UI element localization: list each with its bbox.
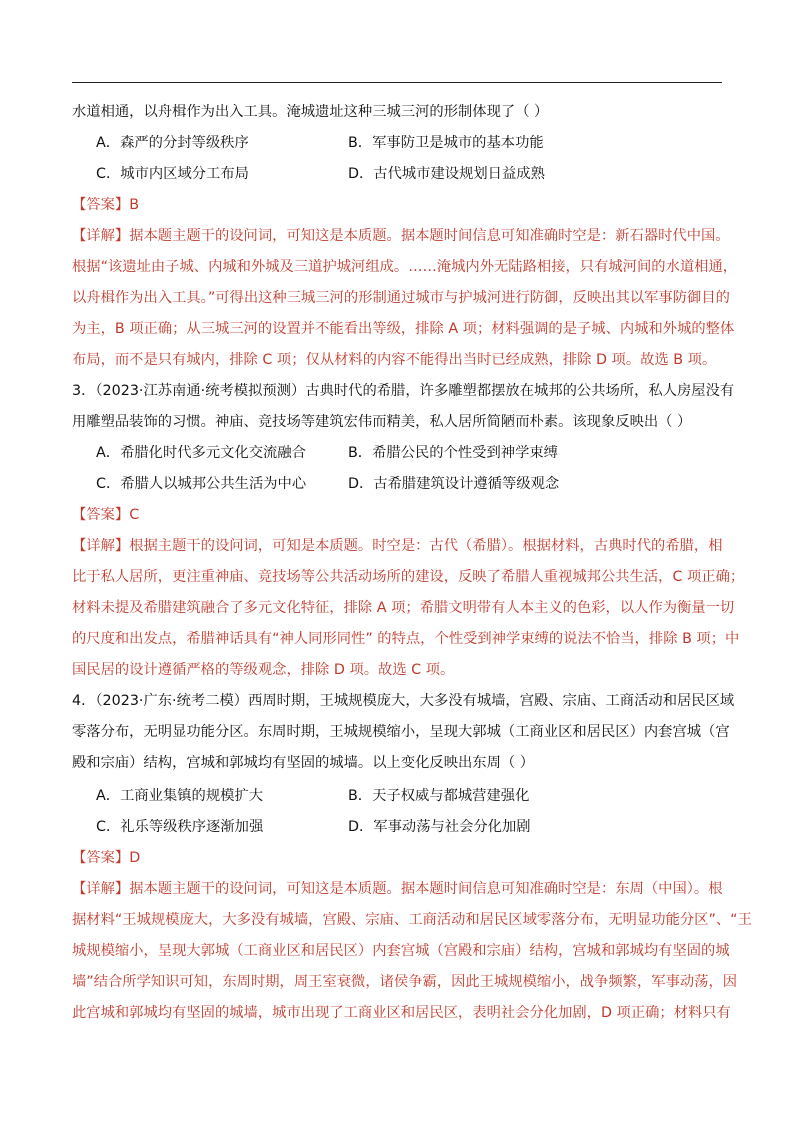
answer-value: C — [129, 507, 140, 523]
q3-option-d: D．古希腊建筑设计遵循等级观念 — [348, 476, 560, 492]
answer-value: D — [129, 850, 141, 866]
q4-detail-line-2: 据材料“王城规模庞大，大多没有城墙，宫殿、宗庙、工商活动和居民区域零落分布，无明显功能分区”、“王 — [72, 912, 752, 928]
q2-detail-line-5: 布局，而不是只有城内，排除 C 项；仅从材料的内容不能得出当时已经成熟，排除 D 项。故选 B 项。 — [72, 352, 717, 368]
q4-detail-line-1 — [72, 879, 723, 899]
q2-option-c: C．城市内区域分工布局 — [96, 166, 249, 182]
q2-detail-line-2: 根据“该遗址由子城、内城和外城及三道护城河组成。……淹城内外无陆路相接，只有城河间的水道相通， — [72, 259, 738, 275]
q3-detail-line-1 — [72, 536, 723, 556]
detail-text: 据本题主题干的设问词，可知这是本质题。据本题时间信息可知准确时空是：新石器时代中国。 — [129, 228, 730, 244]
q2-answer — [72, 195, 139, 215]
q2-option-a: A．森严的分封等级秩序 — [96, 135, 249, 151]
q4-option-b: B．天子权威与都城营建强化 — [348, 788, 530, 804]
q4-stem-line-3: 殿和宗庙）结构，宫城和郭城均有坚固的城墙。以上变化反映出东周（ ） — [72, 755, 535, 771]
answer-value: B — [129, 197, 139, 213]
q3-option-c: C．希腊人以城邦公共生活为中心 — [96, 476, 307, 492]
q3-detail-line-5: 国民居的设计遵循严格的等级观念，排除 D 项。故选 C 项。 — [72, 662, 455, 678]
header-rule — [72, 82, 722, 83]
detail-label: 【详解】 — [72, 538, 130, 554]
q2-option-d: D．古代城市建设规划日益成熟 — [348, 166, 545, 182]
answer-label: 【答案】 — [72, 850, 130, 866]
q4-option-a: A．工商业集镇的规模扩大 — [96, 788, 264, 804]
q3-option-a: A．希腊化时代多元文化交流融合 — [96, 445, 306, 461]
detail-text: 据本题主题干的设问词，可知这是本质题。据本题时间信息可知准确时空是：东周（中国）。根 — [129, 881, 723, 897]
q3-option-b: B．希腊公民的个性受到神学束缚 — [348, 445, 558, 461]
q4-stem-line-1: 4．（2023·广东·统考二模）西周时期，王城规模庞大，大多没有城墙，宫殿、宗庙、工商活动和居民区域 — [72, 693, 735, 709]
q2-detail-line-1 — [72, 226, 730, 246]
q3-answer — [72, 505, 139, 525]
q4-detail-line-4: 墙”结合所学知识可知，东周时期，周王室衰微，诸侯争霸，因此王城规模缩小，战争频繁，军事动荡，因 — [72, 974, 738, 990]
detail-label: 【详解】 — [72, 881, 130, 897]
q3-stem-line-1: 3．（2023·江苏南通·统考模拟预测）古典时代的希腊，许多雕塑都摆放在城邦的公共场所，私人房屋没有 — [72, 383, 735, 399]
q4-answer — [72, 848, 140, 868]
detail-label: 【详解】 — [72, 228, 130, 244]
q3-detail-line-3: 材料未提及希腊建筑融合了多元文化特征，排除 A 项；希腊文明带有人本主义的色彩，以人作为衡量一切 — [72, 600, 735, 616]
q4-detail-line-5: 此宫城和郭城均有坚固的城墙，城市出现了工商业区和居民区，表明社会分化加剧，D 项正确；材料只有 — [72, 1005, 731, 1021]
q4-stem-line-2: 零落分布，无明显功能分区。东周时期，王城规模缩小，呈现大郭城（工商业区和居民区）内套宫城（宫 — [72, 724, 730, 740]
q4-option-c: C．礼乐等级秩序逐渐加强 — [96, 819, 264, 835]
q3-detail-line-2: 比于私人居所，更注重神庙、竞技场等公共活动场所的建设，反映了希腊人重视城邦公共生活，C 项正确； — [72, 569, 745, 585]
q4-detail-line-3: 城规模缩小，呈现大郭城（工商业区和居民区）内套宫城（宫殿和宗庙）结构，宫城和郭城均有坚固的城 — [72, 943, 730, 959]
q2-detail-line-3: 以舟楫作为出入工具。”可得出这种三城三河的形制通过城市与护城河进行防御，反映出其以军事防御目的 — [72, 290, 730, 306]
q2-stem-tail: 水道相通，以舟楫作为出入工具。淹城遗址这种三城三河的形制体现了（ ） — [72, 104, 549, 120]
answer-label: 【答案】 — [72, 197, 130, 213]
q3-stem-line-2: 用雕塑品装饰的习惯。神庙、竞技场等建筑宏伟而精美，私人居所简陋而朴素。该现象反映出（ ） — [72, 414, 692, 430]
detail-text: 根据主题干的设问词，可知是本质题。时空是：古代（希腊）。根据材料，古典时代的希腊，相 — [129, 538, 723, 554]
q2-detail-line-4: 为主，B 项正确；从三城三河的设置并不能看出等级，排除 A 项；材料强调的是子城、内城和外城的整体 — [72, 321, 735, 337]
q2-option-b: B．军事防卫是城市的基本功能 — [348, 135, 544, 151]
q3-detail-line-4: 的尺度和出发点，希腊神话具有“神人同形同性” 的特点，个性受到神学束缚的说法不恰当，排除 B 项；中 — [72, 631, 740, 647]
q4-option-d: D．军事动荡与社会分化加剧 — [348, 819, 531, 835]
answer-label: 【答案】 — [72, 507, 130, 523]
